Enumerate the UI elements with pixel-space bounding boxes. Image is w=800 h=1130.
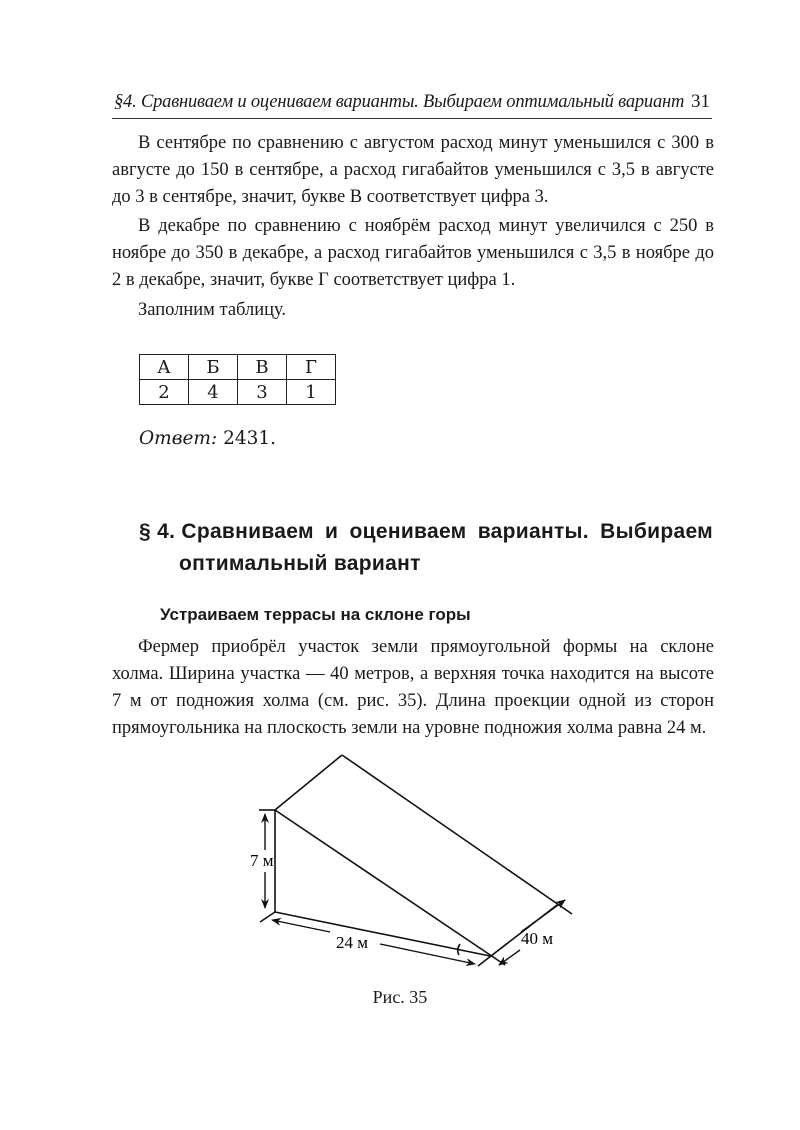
table-cell: Б xyxy=(189,355,238,380)
projection-label: 24 м xyxy=(336,933,369,952)
running-header xyxy=(112,90,712,119)
paragraph-december: В декабре по сравнению с ноябрём расход минут увеличился с 250 в ноябре до 350 в декабре, а расход гигабайтов уменьшился с 3,5 в ноябре до 2 в декабре, значит, букве Г соответствует цифра 1. xyxy=(112,216,714,290)
answer-value: 2431. xyxy=(217,428,277,449)
page-number: 31 xyxy=(691,91,710,112)
height-label: 7 м xyxy=(250,851,274,870)
table-header-row xyxy=(140,355,336,380)
table-row xyxy=(140,380,336,405)
answer-label: Ответ: xyxy=(139,428,218,449)
answer-table xyxy=(139,354,336,405)
figure-slope-diagram xyxy=(0,740,800,1020)
table-cell: 1 xyxy=(287,380,336,405)
paragraph-farmer-problem: Фермер приобрёл участок земли прямоугольной формы на склоне холма. Ширина участка — 40 метров, а верхняя точка находится на высоте 7 м от подножия холма (см. рис. 35). Длина проекции одной из сторон прямоугольника на плоскость земли на уровне подножия холма равна 24 м. xyxy=(112,637,714,738)
table-cell: 4 xyxy=(189,380,238,405)
section-heading-line2: оптимальный вариант xyxy=(179,552,421,575)
table-cell: Г xyxy=(287,355,336,380)
paragraph-september: В сентябре по сравнению с августом расход минут уменьшился с 300 в августе до 150 в сентябре, а расход гигабайтов уменьшился с 3,5 в августе до 3 в сентябре, значит, букве В соответствует цифра 3. xyxy=(112,133,714,207)
answer-line xyxy=(139,428,276,449)
width-label: 40 м xyxy=(521,929,554,948)
section-heading-line1: § 4. Сравниваем и оцениваем варианты. Выбираем xyxy=(139,520,713,543)
figure-caption: Рис. 35 xyxy=(372,987,428,1007)
table-cell: 2 xyxy=(140,380,189,405)
table-cell: А xyxy=(140,355,189,380)
section-heading xyxy=(139,516,713,580)
running-title: §4. Сравниваем и оцениваем варианты. Выбираем оптимальный вариант xyxy=(114,92,685,112)
paragraph-fill-table: Заполним таблицу. xyxy=(138,300,287,320)
table-cell: 3 xyxy=(238,380,287,405)
table-cell: В xyxy=(238,355,287,380)
subsection-heading: Устраиваем террасы на склоне горы xyxy=(160,605,471,624)
